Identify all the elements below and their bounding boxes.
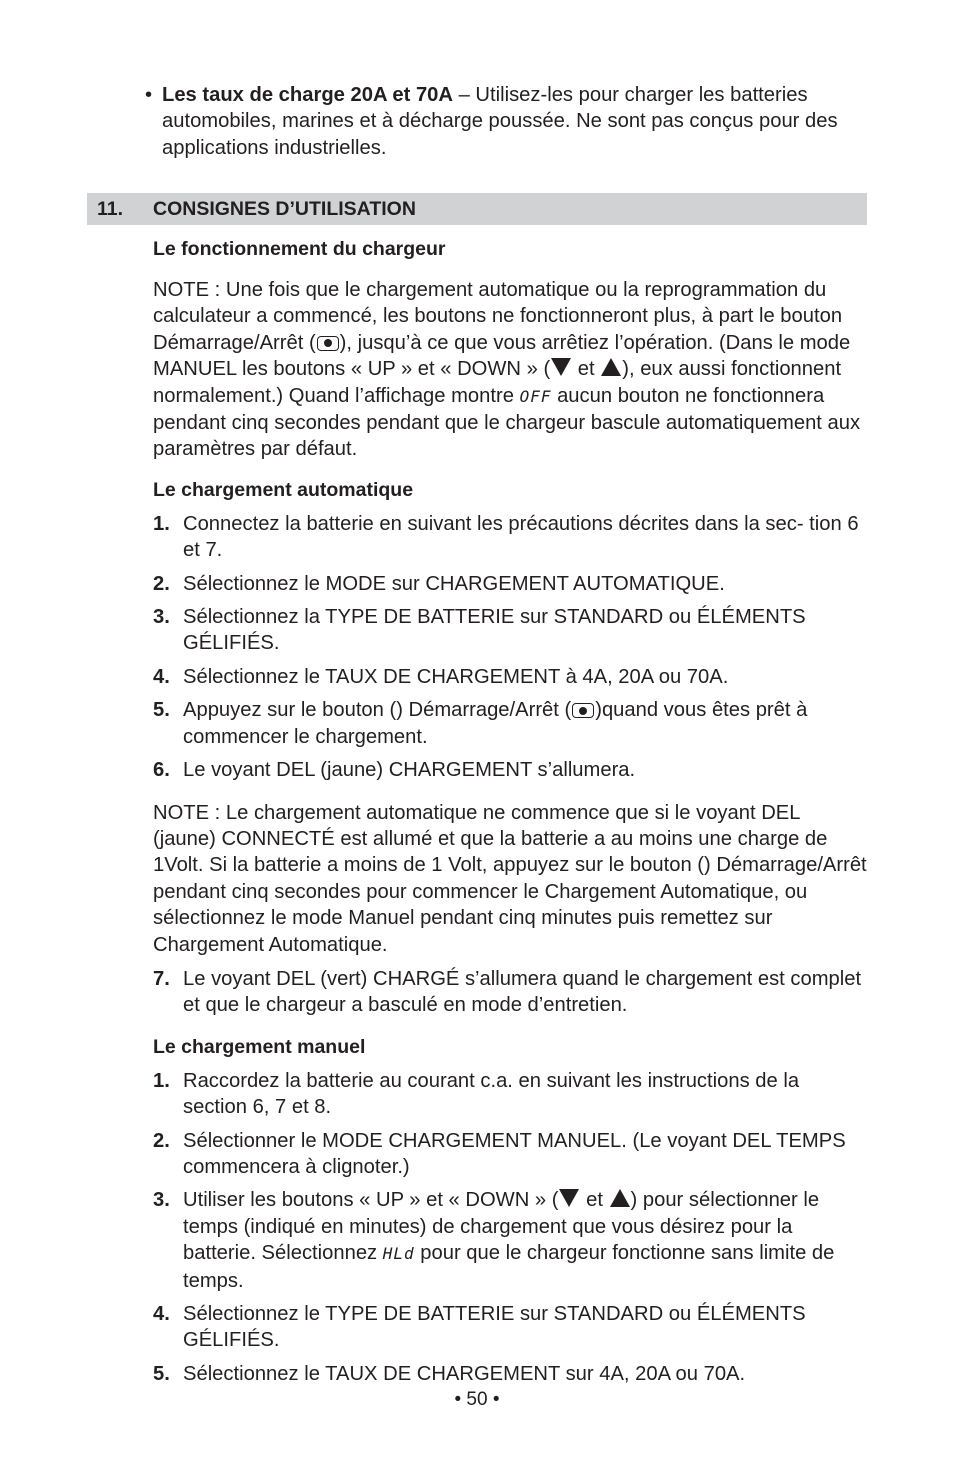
list-item: [153, 1361, 868, 1387]
heading-automatique: Le chargement automatique: [153, 478, 414, 501]
item-text: Le voyant DEL (jaune) CHARGEMENT s’allumera.: [183, 759, 636, 782]
item-text: Connectez la batterie en suivant les précautions décrites dans la sec- tion 6 et 7.: [183, 512, 859, 562]
item-text: Sélectionner le MODE CHARGEMENT MANUEL. (Le voyant DEL TEMPS commencera à clignoter.): [183, 1129, 846, 1178]
note-text: ), jusqu’à ce que vous arrêtiez l’opération. (Dans le mode MANUEL les boutons « UP » et « DOWN » (: [153, 331, 851, 381]
note-text: NOTE : Une fois que le chargement automatique ou la reprogrammation du calculateur a commencé, les boutons ne fonctionneront plus, à part le bouton Démarrage/Arrêt (: [153, 279, 843, 354]
heading-manuel: Le chargement manuel: [153, 1035, 366, 1058]
list-item: [153, 697, 868, 750]
section-content: [153, 236, 868, 1387]
list-item: [153, 1187, 868, 1294]
item-number: 3.: [153, 1189, 170, 1212]
list-automatique: [153, 511, 868, 784]
heading-fonctionnement: Le fonctionnement du chargeur: [153, 238, 446, 260]
start-stop-button-icon: [317, 336, 339, 351]
item-number: 1.: [153, 1069, 170, 1092]
item-number: 3.: [153, 606, 170, 629]
intro-bullet: [145, 82, 875, 161]
item-text: Utiliser les boutons « UP » et « DOWN » (: [183, 1189, 559, 1212]
item-text: Sélectionnez la TYPE DE BATTERIE sur STANDARD ou ÉLÉMENTS GÉLIFIÉS.: [183, 606, 806, 655]
list-item: [153, 757, 868, 783]
list-manuel: [153, 1068, 868, 1387]
section-title: CONSIGNES D’UTILISATION: [153, 198, 416, 220]
bullet-symbol: •: [145, 84, 153, 106]
note-automatique: NOTE : Le chargement automatique ne commence que si le voyant DEL (jaune) CONNECTÉ est allumé et que la batterie a au moins une charge de 1Volt. Si la batterie a moins de 1 Volt, appuyez sur le bouton () Démarrage/Arrêt pendant cinq secondes pour commencer le Chargement Automatique, ou sélectionnez le mode Manuel pendant cinq minutes puis remettez sur Chargement Automatique.: [153, 801, 867, 956]
list-item: [153, 664, 868, 690]
list-automatique-continued: [153, 966, 868, 1019]
item-number: 2.: [153, 1129, 170, 1152]
list-item: [153, 1128, 868, 1181]
item-text: Sélectionnez le MODE sur CHARGEMENT AUTOMATIQUE.: [183, 572, 725, 595]
item-text: Sélectionnez le TYPE DE BATTERIE sur STANDARD ou ÉLÉMENTS GÉLIFIÉS.: [183, 1303, 806, 1352]
note-text: ), eux aussi fonctionnent normalement.) Quand l’affichage montre: [153, 358, 842, 407]
item-text: et: [580, 1189, 609, 1212]
item-text: )quand vous êtes prêt à commencer le chargement.: [183, 699, 808, 748]
lcd-off-display: OFF: [519, 386, 552, 406]
down-arrow-icon: [551, 358, 571, 376]
page-number: • 50 •: [454, 1389, 500, 1410]
item-text: ) pour sélectionner le temps (indiqué en minutes) de chargement que vous désirez pour la batterie. Sélectionnez: [183, 1189, 820, 1265]
item-text: Sélectionnez le TAUX DE CHARGEMENT à 4A, 20A ou 70A.: [183, 665, 729, 688]
item-number: 2.: [153, 572, 170, 595]
list-item: [153, 1068, 868, 1121]
item-number: 4.: [153, 665, 170, 688]
list-item: [153, 511, 868, 564]
list-item: [153, 571, 868, 597]
item-number: 6.: [153, 759, 170, 782]
section-number: 11.: [97, 198, 124, 220]
item-text: Raccordez la batterie au courant c.a. en suivant les instructions de la section 6, 7 et 8.: [183, 1069, 800, 1119]
item-text: Appuyez sur le bouton () Démarrage/Arrêt (: [183, 699, 572, 722]
up-arrow-icon: [601, 358, 621, 376]
start-stop-button-icon: [572, 703, 594, 718]
item-number: 7.: [153, 967, 170, 990]
note-fonctionnement: [153, 277, 868, 463]
intro-bullet-body: – Utilisez-les pour charger les batteries automobiles, marines et à décharge poussée. Ne sont pas conçus pour des applications industrielles.: [162, 84, 838, 159]
note-text: et: [572, 358, 601, 381]
item-text: Sélectionnez le TAUX DE CHARGEMENT sur 4A, 20A ou 70A.: [183, 1362, 746, 1385]
intro-bullet-text: [162, 82, 875, 161]
note-text: aucun bouton ne fonctionnera pendant cinq secondes pendant que le chargeur bascule automatiquement aux paramètres par défaut.: [153, 384, 861, 461]
down-arrow-icon: [559, 1189, 579, 1207]
item-number: 4.: [153, 1303, 170, 1325]
up-arrow-icon: [610, 1189, 630, 1207]
intro-bullet-bold: Les taux de charge 20A et 70A: [162, 84, 453, 106]
item-text: pour que le chargeur fonctionne sans limite de temps.: [183, 1242, 835, 1292]
lcd-hld-display: HLd: [382, 1244, 415, 1264]
item-text: Le voyant DEL (vert) CHARGÉ s’allumera quand le chargement est complet et que le chargeur a basculé en mode d’entretien.: [183, 967, 862, 1017]
item-number: 1.: [153, 512, 170, 535]
section-header: [87, 193, 867, 225]
item-number: 5.: [153, 699, 170, 722]
list-item: [153, 604, 868, 657]
list-item: [153, 966, 868, 1019]
list-item: [153, 1301, 868, 1354]
item-number: 5.: [153, 1362, 170, 1385]
